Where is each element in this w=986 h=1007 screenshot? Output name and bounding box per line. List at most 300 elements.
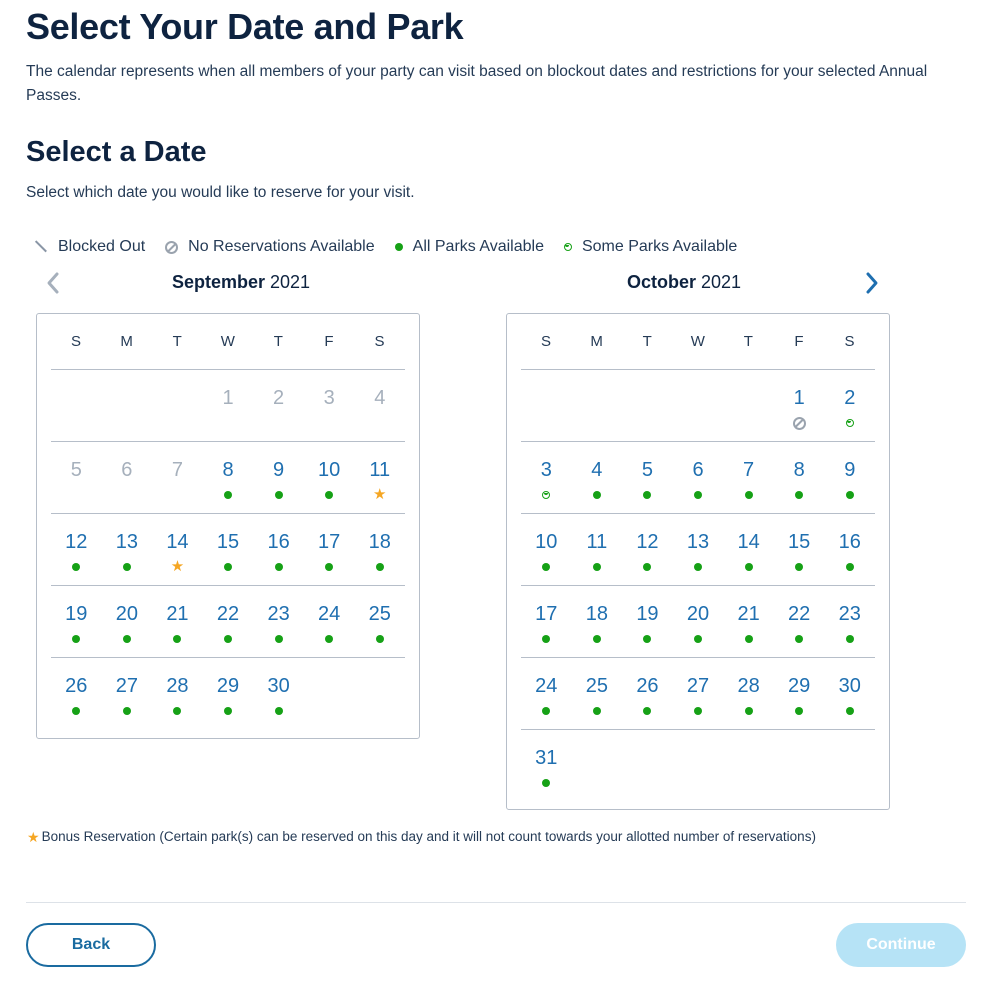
- month-title-october: [492, 272, 876, 293]
- day-number: 6: [692, 459, 704, 481]
- day-availability: [793, 415, 806, 431]
- day-availability: [694, 631, 702, 647]
- weekday-label: M: [590, 333, 604, 350]
- day-availability: [846, 487, 854, 503]
- day-number: 23: [267, 603, 290, 625]
- day-availability: [542, 703, 550, 719]
- calendar-day[interactable]: [304, 442, 355, 513]
- calendar-week-row: [521, 514, 875, 586]
- calendar-day[interactable]: [304, 586, 355, 657]
- calendar-day[interactable]: [622, 586, 673, 657]
- day-number: 23: [838, 603, 861, 625]
- day-availability: [643, 487, 651, 503]
- legend-blocked-label: Blocked Out: [58, 238, 146, 255]
- day-number: 21: [737, 603, 760, 625]
- calendar-day[interactable]: [673, 586, 724, 657]
- calendar-week-row: [51, 514, 405, 586]
- day-availability: [171, 559, 184, 575]
- day-availability: [123, 559, 131, 575]
- calendar-day[interactable]: [824, 514, 875, 585]
- green-dot-icon: [643, 491, 651, 499]
- calendar-day[interactable]: [51, 514, 102, 585]
- day-number: 5: [641, 459, 653, 481]
- green-dot-icon: [72, 707, 80, 715]
- day-availability: [72, 559, 80, 575]
- calendar-day[interactable]: [572, 442, 623, 513]
- day-number: 10: [318, 459, 341, 481]
- green-dot-icon: [72, 563, 80, 571]
- day-availability: [846, 703, 854, 719]
- weekday-label: F: [324, 333, 335, 350]
- green-dot-icon: [745, 635, 753, 643]
- green-dot-icon: [275, 491, 283, 499]
- calendar-day[interactable]: [152, 586, 203, 657]
- calendar-day[interactable]: [51, 658, 102, 730]
- partial-dot-icon: [564, 243, 572, 251]
- weekday-label: S: [374, 333, 386, 350]
- day-number: 20: [686, 603, 710, 625]
- calendar-day: [354, 370, 405, 441]
- day-availability: [694, 487, 702, 503]
- month-year: 2021: [700, 272, 742, 292]
- green-dot-icon: [224, 635, 232, 643]
- day-number: 24: [318, 603, 341, 625]
- day-availability: [123, 631, 131, 647]
- green-dot-icon: [542, 563, 550, 571]
- calendar-week-row: [521, 730, 875, 802]
- calendar-day[interactable]: [622, 442, 673, 513]
- calendar-day[interactable]: [51, 586, 102, 657]
- day-availability: [376, 631, 384, 647]
- calendar-day[interactable]: [354, 586, 405, 657]
- bonus-note: [27, 829, 816, 844]
- day-availability: [376, 559, 384, 575]
- green-dot-icon: [395, 243, 403, 251]
- calendar-day[interactable]: [253, 586, 304, 657]
- back-button[interactable]: Back: [26, 923, 156, 967]
- green-dot-icon: [694, 635, 702, 643]
- green-dot-icon: [376, 635, 384, 643]
- legend-no-reservations: [165, 238, 374, 256]
- legend-all-parks-label: All Parks Available: [412, 238, 544, 255]
- day-number: 29: [788, 675, 811, 697]
- day-number: 6: [121, 459, 133, 481]
- calendar-day[interactable]: [203, 586, 254, 657]
- green-dot-icon: [745, 707, 753, 715]
- calendar-day[interactable]: [774, 586, 825, 657]
- day-number: 26: [65, 675, 88, 697]
- day-availability: [745, 559, 753, 575]
- green-dot-icon: [745, 563, 753, 571]
- day-number: 17: [535, 603, 558, 625]
- day-number: 13: [686, 531, 710, 553]
- empty-day-cell: [723, 730, 774, 802]
- calendar-september: [36, 313, 420, 739]
- day-availability: [745, 487, 753, 503]
- calendar-day: [774, 370, 825, 441]
- calendar-week-row: [521, 442, 875, 514]
- day-availability: [795, 631, 803, 647]
- green-dot-icon: [325, 563, 333, 571]
- day-number: 18: [585, 603, 608, 625]
- calendar-week-row: [51, 586, 405, 658]
- day-number: 4: [591, 459, 603, 481]
- calendar-day[interactable]: [253, 514, 304, 585]
- weekday-label: T: [273, 333, 284, 350]
- partial-dot-icon: [542, 491, 550, 499]
- green-dot-icon: [224, 563, 232, 571]
- day-availability: [745, 703, 753, 719]
- green-dot-icon: [643, 563, 651, 571]
- weekday-label: T: [172, 333, 183, 350]
- day-number: 12: [636, 531, 659, 553]
- calendar-day[interactable]: [824, 370, 875, 441]
- day-number: 4: [374, 387, 386, 409]
- day-number: 12: [65, 531, 88, 553]
- day-number: 14: [166, 531, 189, 553]
- day-availability: [72, 631, 80, 647]
- calendar-legend: [34, 238, 757, 256]
- day-availability: [275, 487, 283, 503]
- day-number: 10: [535, 531, 558, 553]
- calendar-day[interactable]: [824, 442, 875, 513]
- no-reservations-icon: [165, 241, 178, 254]
- calendar-day[interactable]: [102, 514, 153, 585]
- bonus-note-text: Bonus Reservation (Certain park(s) can be reserved on this day and it will not count towards your allotted number of reservations): [41, 829, 816, 844]
- calendar-day[interactable]: [824, 658, 875, 729]
- calendar-day[interactable]: [521, 442, 572, 513]
- day-number: 9: [273, 459, 285, 481]
- day-number: 30: [838, 675, 861, 697]
- calendar-day: [152, 442, 203, 513]
- calendar-day[interactable]: [774, 658, 825, 729]
- calendar-day[interactable]: [673, 658, 724, 729]
- green-dot-icon: [123, 635, 131, 643]
- legend-all-parks: [395, 238, 544, 256]
- day-number: 27: [686, 675, 710, 697]
- weekday-label: S: [71, 333, 82, 350]
- day-number: 28: [737, 675, 760, 697]
- day-number: 26: [636, 675, 659, 697]
- day-availability: [694, 559, 702, 575]
- day-number: 8: [222, 459, 234, 481]
- no-reservations-icon: [793, 417, 806, 430]
- day-number: 17: [318, 531, 341, 553]
- day-number: 3: [323, 387, 335, 409]
- month-name: October: [626, 272, 696, 292]
- green-dot-icon: [694, 707, 702, 715]
- calendar-week-row: [521, 586, 875, 658]
- calendar-day[interactable]: [824, 586, 875, 657]
- green-dot-icon: [72, 635, 80, 643]
- day-availability: [173, 631, 181, 647]
- calendar-day: [51, 442, 102, 513]
- calendar-day: [102, 442, 153, 513]
- day-number: 2: [844, 387, 856, 409]
- empty-day-cell: [824, 730, 875, 802]
- empty-day-cell: [673, 730, 724, 802]
- green-dot-icon: [795, 635, 803, 643]
- day-number: 15: [216, 531, 240, 553]
- day-availability: [173, 703, 181, 719]
- day-availability: [593, 487, 601, 503]
- calendar-day[interactable]: [723, 658, 774, 729]
- day-number: 19: [65, 603, 88, 625]
- green-dot-icon: [795, 491, 803, 499]
- green-dot-icon: [795, 707, 803, 715]
- empty-day-cell: [152, 370, 203, 441]
- page-description: The calendar represents when all members of your party can visit based on blockout dates and restrictions for your selected Annual Passes.: [26, 63, 928, 104]
- green-dot-icon: [123, 707, 131, 715]
- calendar-day[interactable]: [774, 442, 825, 513]
- month-title-september: [49, 272, 433, 293]
- green-dot-icon: [745, 491, 753, 499]
- calendar-week-row: [521, 370, 875, 442]
- day-availability: [643, 559, 651, 575]
- calendar-day[interactable]: [673, 442, 724, 513]
- green-dot-icon: [846, 563, 854, 571]
- day-availability: [224, 631, 232, 647]
- calendar-day[interactable]: [203, 658, 254, 730]
- day-availability: [325, 559, 333, 575]
- calendar-day[interactable]: [203, 442, 254, 513]
- calendar-week-row: [51, 658, 405, 730]
- day-availability: [224, 703, 232, 719]
- weekday-header: [51, 314, 405, 370]
- day-availability: [745, 631, 753, 647]
- day-number: 7: [743, 459, 755, 481]
- weekday-label: S: [844, 333, 856, 350]
- day-number: 25: [368, 603, 391, 625]
- continue-button[interactable]: Continue: [836, 923, 966, 967]
- green-dot-icon: [643, 635, 651, 643]
- day-number: 13: [115, 531, 138, 553]
- empty-day-cell: [723, 370, 774, 441]
- day-availability: [542, 775, 550, 791]
- day-number: 8: [793, 459, 805, 481]
- weekday-label: T: [743, 333, 754, 350]
- star-icon: ★: [373, 486, 387, 503]
- star-icon: ★: [170, 558, 185, 575]
- empty-day-cell: [673, 370, 724, 441]
- empty-day-cell: [51, 370, 102, 441]
- day-availability: [542, 559, 550, 575]
- day-availability: [846, 415, 854, 431]
- day-availability: [643, 703, 651, 719]
- green-dot-icon: [123, 563, 131, 571]
- calendar-day[interactable]: [354, 514, 405, 585]
- day-availability: [373, 487, 386, 503]
- green-dot-icon: [275, 707, 283, 715]
- green-dot-icon: [325, 491, 333, 499]
- day-number: 29: [216, 675, 240, 697]
- calendar-week-row: [51, 442, 405, 514]
- day-availability: [846, 559, 854, 575]
- green-dot-icon: [542, 707, 550, 715]
- calendar-day[interactable]: [622, 658, 673, 729]
- day-availability: [275, 631, 283, 647]
- weekday-label: F: [794, 333, 805, 350]
- day-availability: [542, 487, 550, 503]
- calendar-day[interactable]: [572, 586, 623, 657]
- green-dot-icon: [694, 491, 702, 499]
- page-title: Select Your Date and Park: [26, 6, 464, 47]
- day-availability: [72, 703, 80, 719]
- weekday-label: M: [120, 333, 134, 350]
- day-availability: [643, 631, 651, 647]
- weekday-label: W: [690, 333, 706, 350]
- day-availability: [846, 631, 854, 647]
- green-dot-icon: [593, 635, 601, 643]
- calendar-day[interactable]: [521, 730, 572, 802]
- day-availability: [224, 559, 232, 575]
- empty-day-cell: [521, 370, 572, 441]
- green-dot-icon: [224, 491, 232, 499]
- day-number: 11: [369, 459, 391, 481]
- calendar-day[interactable]: [521, 586, 572, 657]
- day-number: 28: [166, 675, 189, 697]
- day-number: 20: [115, 603, 138, 625]
- green-dot-icon: [593, 707, 601, 715]
- day-number: 19: [636, 603, 659, 625]
- partial-dot-icon: [846, 419, 854, 427]
- weekday-label: S: [541, 333, 552, 350]
- legend-blocked: [34, 238, 145, 256]
- day-availability: [275, 703, 283, 719]
- day-availability: [795, 703, 803, 719]
- day-number: 25: [585, 675, 608, 697]
- day-number: 16: [838, 531, 861, 553]
- legend-some-parks: [564, 238, 737, 256]
- calendar-day[interactable]: [572, 658, 623, 729]
- calendar-day[interactable]: [304, 514, 355, 585]
- day-availability: [593, 703, 601, 719]
- legend-no-reservations-label: No Reservations Available: [188, 238, 375, 255]
- green-dot-icon: [275, 563, 283, 571]
- calendar-day[interactable]: [521, 514, 572, 585]
- empty-day-cell: [102, 370, 153, 441]
- green-dot-icon: [643, 707, 651, 715]
- green-dot-icon: [325, 635, 333, 643]
- empty-day-cell: [622, 370, 673, 441]
- empty-day-cell: [572, 730, 623, 802]
- day-number: 9: [844, 459, 856, 481]
- green-dot-icon: [173, 707, 181, 715]
- day-availability: [224, 487, 232, 503]
- day-availability: [593, 631, 601, 647]
- day-availability: [593, 559, 601, 575]
- month-year: 2021: [270, 272, 311, 292]
- day-number: 1: [793, 387, 805, 409]
- day-number: 21: [166, 603, 189, 625]
- calendar-day[interactable]: [723, 586, 774, 657]
- calendar-day[interactable]: [622, 514, 673, 585]
- calendar-day[interactable]: [203, 514, 254, 585]
- day-number: 18: [368, 531, 391, 553]
- green-dot-icon: [593, 491, 601, 499]
- day-number: 1: [222, 387, 234, 409]
- calendar-day[interactable]: [102, 658, 153, 730]
- day-number: 24: [535, 675, 558, 697]
- calendar-day[interactable]: [723, 442, 774, 513]
- calendar-day: [304, 370, 355, 441]
- calendar-day[interactable]: [152, 658, 203, 730]
- green-dot-icon: [846, 707, 854, 715]
- green-dot-icon: [542, 779, 550, 787]
- day-number: 27: [115, 675, 138, 697]
- day-number: 31: [535, 747, 558, 769]
- green-dot-icon: [173, 635, 181, 643]
- star-icon: ★: [27, 828, 40, 845]
- day-number: 5: [70, 459, 82, 481]
- weekday-label: W: [220, 333, 236, 350]
- calendar-day[interactable]: [673, 514, 724, 585]
- section-title: Select a Date: [26, 136, 207, 168]
- empty-day-cell: [304, 658, 355, 730]
- calendar-week-row: [51, 370, 405, 442]
- calendar-day[interactable]: [253, 658, 304, 730]
- calendar-october: [506, 313, 890, 810]
- calendar-day[interactable]: [253, 442, 304, 513]
- day-number: 15: [788, 531, 811, 553]
- day-number: 7: [171, 459, 183, 481]
- calendar-day[interactable]: [572, 514, 623, 585]
- empty-day-cell: [354, 658, 405, 730]
- day-number: 11: [586, 531, 608, 553]
- green-dot-icon: [846, 491, 854, 499]
- day-availability: [542, 631, 550, 647]
- day-availability: [123, 703, 131, 719]
- calendar-day: [253, 370, 304, 441]
- weekday-header: [521, 314, 875, 370]
- weekday-label: T: [642, 333, 653, 350]
- day-availability: [325, 631, 333, 647]
- day-availability: [325, 487, 333, 503]
- calendar-day[interactable]: [354, 442, 405, 513]
- day-number: 3: [540, 459, 552, 481]
- calendar-day[interactable]: [723, 514, 774, 585]
- divider: [26, 902, 966, 903]
- calendar-day[interactable]: [521, 658, 572, 729]
- day-number: 2: [273, 387, 285, 409]
- day-availability: [795, 559, 803, 575]
- day-availability: [275, 559, 283, 575]
- day-availability: [795, 487, 803, 503]
- day-availability: [694, 703, 702, 719]
- green-dot-icon: [694, 563, 702, 571]
- calendar-day[interactable]: [774, 514, 825, 585]
- section-description: Select which date you would like to reserve for your visit.: [26, 184, 415, 201]
- green-dot-icon: [376, 563, 384, 571]
- day-number: 22: [788, 603, 811, 625]
- green-dot-icon: [224, 707, 232, 715]
- green-dot-icon: [275, 635, 283, 643]
- calendar-week-row: [521, 658, 875, 730]
- green-dot-icon: [542, 635, 550, 643]
- green-dot-icon: [795, 563, 803, 571]
- green-dot-icon: [846, 635, 854, 643]
- empty-day-cell: [572, 370, 623, 441]
- empty-day-cell: [622, 730, 673, 802]
- calendar-day: [203, 370, 254, 441]
- legend-some-parks-label: Some Parks Available: [581, 238, 738, 255]
- green-dot-icon: [593, 563, 601, 571]
- calendar-day[interactable]: [152, 514, 203, 585]
- day-number: 14: [737, 531, 760, 553]
- day-number: 16: [267, 531, 290, 553]
- calendar-day[interactable]: [102, 586, 153, 657]
- day-number: 22: [216, 603, 240, 625]
